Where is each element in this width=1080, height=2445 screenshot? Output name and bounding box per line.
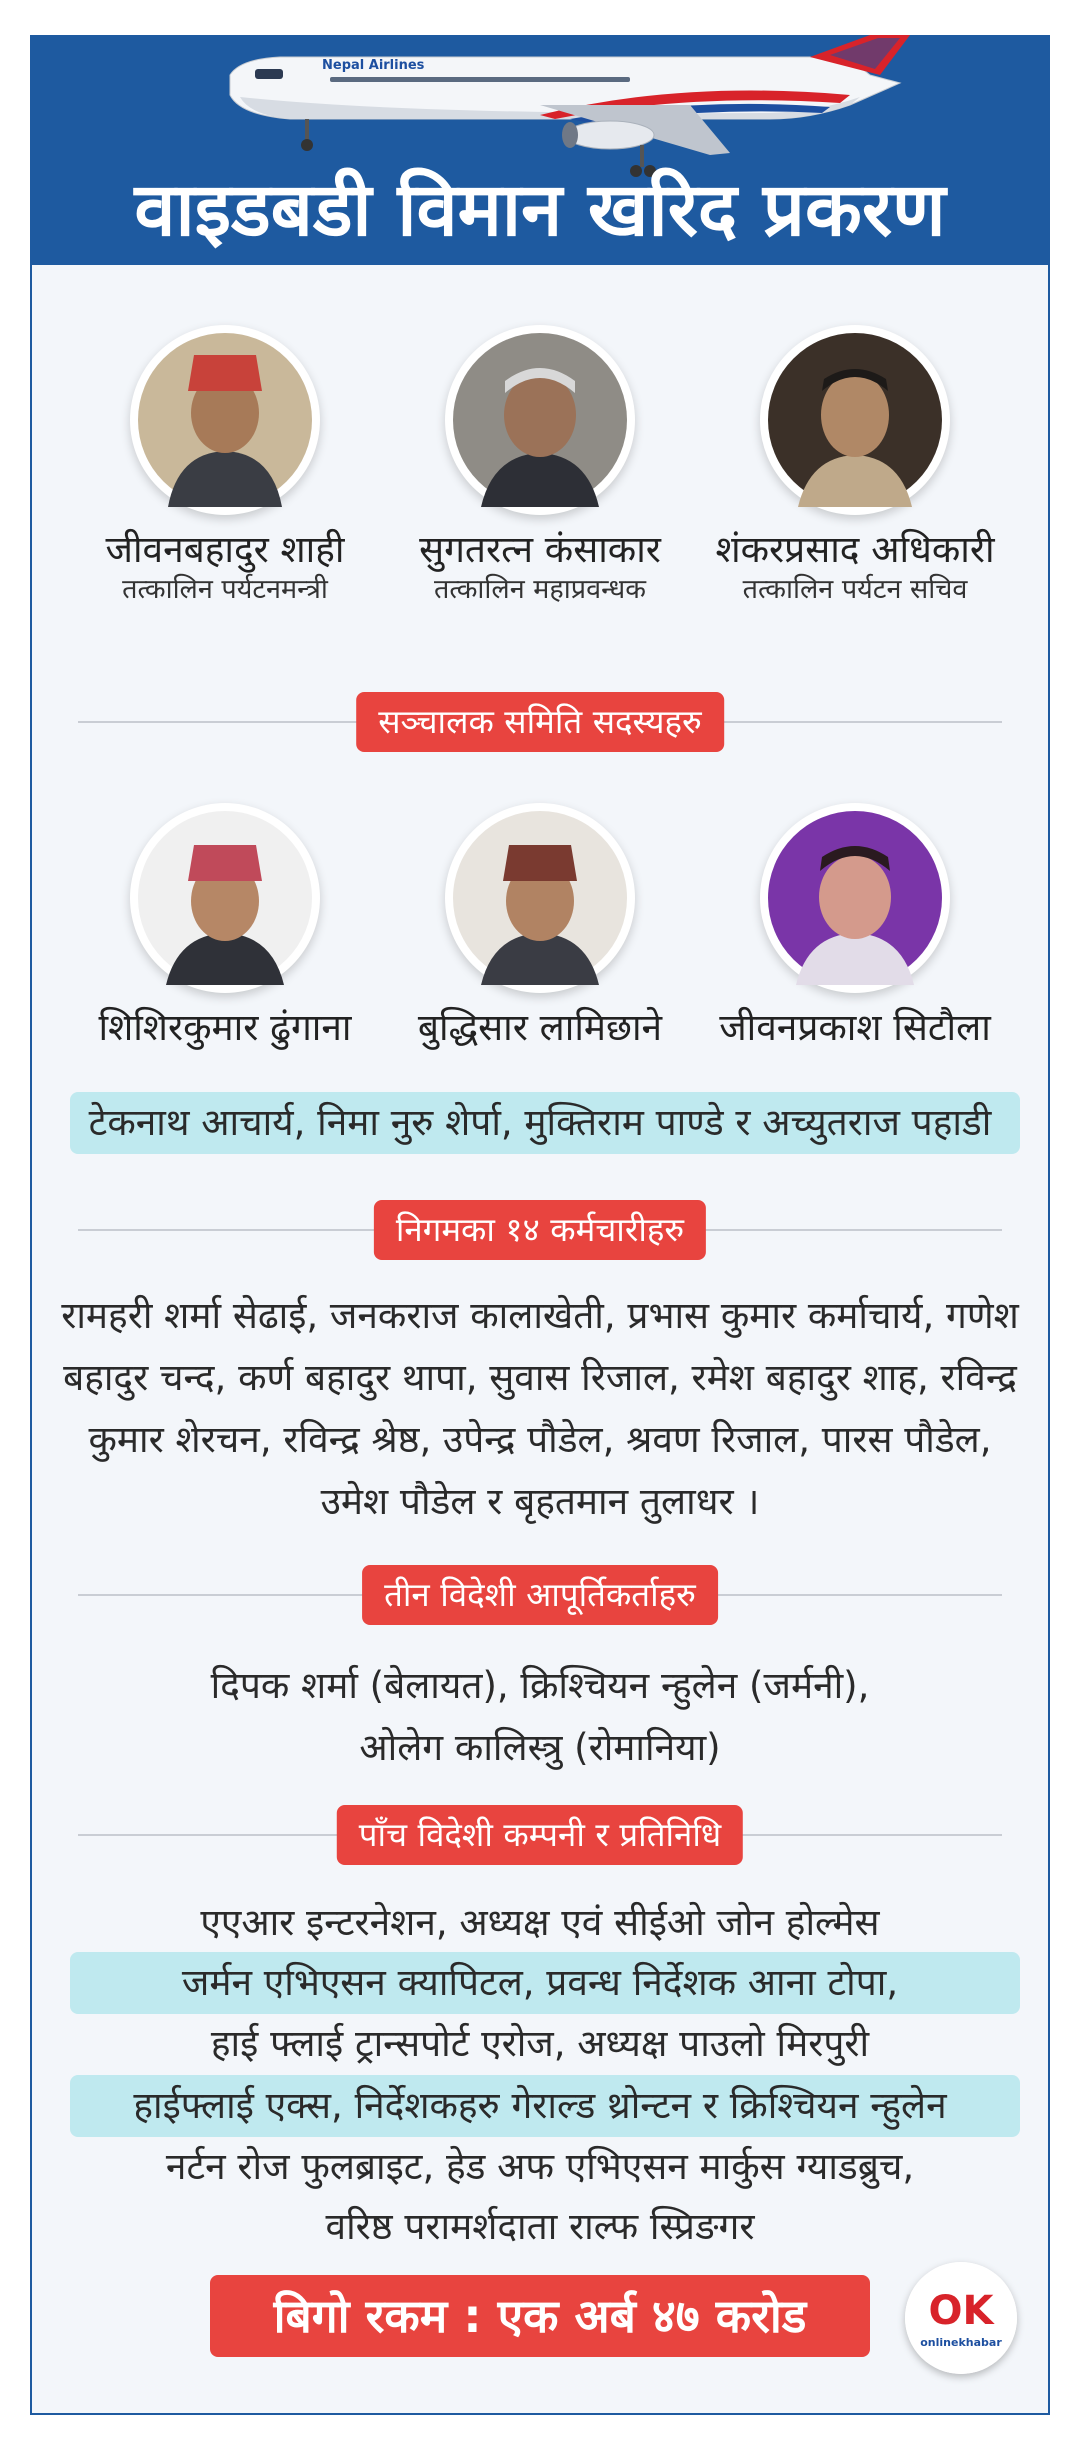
- board-member-name: बुद्धिसार लामिछाने: [417, 1006, 663, 1049]
- person-photo-icon: [453, 811, 627, 985]
- official-role: तत्कालिन पर्यटनमन्त्री: [122, 574, 328, 605]
- avatar: [130, 325, 320, 515]
- section-title: पाँच विदेशी कम्पनी र प्रतिनिधि: [337, 1805, 743, 1865]
- staff-list: रामहरी शर्मा सेढाई, जनकराज कालाखेती, प्रभास कुमार कर्माचार्य, गणेश बहादुर चन्द, कर्ण बहादुर थापा, सुवास रिजाल, रमेश बहादुर शाह, रविन्द्र कुमार शेरचन, रविन्द्र श्रेष्ठ, उपेन्द्र पौडेल, श्रवण रिजाल, पारस पौडेल, उमेश पौडेल र बृहतमान तुलाधर ।: [61, 1294, 1019, 1523]
- section-header-board: [78, 692, 1002, 752]
- suppliers-list: दिपक शर्मा (बेलायत), क्रिश्चियन न्हुलेन (जर्मनी), ओलेग कालिस्त्रु (रोमानिया): [210, 1664, 870, 1769]
- board-member-card-1: [60, 803, 390, 1051]
- section-header-companies: [78, 1805, 1002, 1865]
- board-member-card-3: [690, 803, 1020, 1051]
- official-card-1: [60, 325, 390, 607]
- header-banner: [30, 35, 1050, 265]
- avatar: [445, 325, 635, 515]
- board-member-name: शिशिरकुमार ढुंगाना: [98, 1006, 352, 1049]
- person-photo-icon: [768, 811, 942, 985]
- section-title: सञ्चालक समिति सदस्यहरु: [356, 692, 724, 752]
- board-member-card-2: [375, 803, 705, 1051]
- avatar: [760, 325, 950, 515]
- company-line: हाई फ्लाई ट्रान्सपोर्ट एरोज, अध्यक्ष पाउलो मिरपुरी: [210, 2022, 870, 2065]
- official-role: तत्कालिन महाप्रवन्धक: [434, 574, 646, 605]
- official-name: सुगतरत्न कंसाकार: [419, 528, 661, 571]
- company-line: जर्मन एभिएसन क्यापिटल, प्रवन्ध निर्देशक आना टोपा,: [181, 1961, 899, 2004]
- official-card-3: [690, 325, 1020, 607]
- board-other-members: टेकनाथ आचार्य, निमा नुरु शेर्पा, मुक्तिराम पाण्डे र अच्युतराज पहाडी: [88, 1101, 992, 1144]
- company-line: हाईफ्लाई एक्स, निर्देशकहरु गेराल्ड थ्रोन्टन र क्रिश्चियन न्हुलेन: [133, 2084, 947, 2127]
- section-header-suppliers: [78, 1565, 1002, 1625]
- section-header-staff: [78, 1200, 1002, 1260]
- section-title: निगमका १४ कर्मचारीहरु: [374, 1200, 706, 1260]
- company-line: एएआर इन्टरनेशन, अध्यक्ष एवं सीईओ जोन होल्मेस: [200, 1901, 880, 1944]
- official-role: तत्कालिन पर्यटन सचिव: [742, 574, 968, 605]
- person-photo-icon: [768, 333, 942, 507]
- onlinekhabar-logo: [905, 2262, 1017, 2374]
- person-photo-icon: [138, 811, 312, 985]
- logo-mark: OK: [928, 2288, 994, 2334]
- board-member-name: जीवनप्रकाश सिटौला: [719, 1006, 991, 1049]
- official-card-2: [375, 325, 705, 607]
- person-photo-icon: [453, 333, 627, 507]
- plane-livery-text: Nepal Airlines: [322, 58, 425, 73]
- person-photo-icon: [138, 333, 312, 507]
- airplane-illustration: [210, 35, 930, 185]
- total-amount-badge: बिगो रकम : एक अर्ब ४७ करोड: [210, 2275, 870, 2357]
- company-line: नर्टन रोज फुलब्राइट, हेड अफ एभिएसन मार्कुस ग्याडब्रुच,: [165, 2145, 915, 2188]
- official-name: शंकरप्रसाद अधिकारी: [715, 528, 995, 571]
- logo-text: onlinekhabar: [920, 2336, 1002, 2349]
- section-title: तीन विदेशी आपूर्तिकर्ताहरु: [362, 1565, 718, 1625]
- page-title: वाइडबडी विमान खरिद प्रकरण: [134, 167, 946, 253]
- avatar: [130, 803, 320, 993]
- avatar: [445, 803, 635, 993]
- avatar: [760, 803, 950, 993]
- company-line: वरिष्ठ परामर्शदाता राल्फ स्प्रिङगर: [325, 2205, 755, 2248]
- official-name: जीवनबहादुर शाही: [105, 528, 345, 571]
